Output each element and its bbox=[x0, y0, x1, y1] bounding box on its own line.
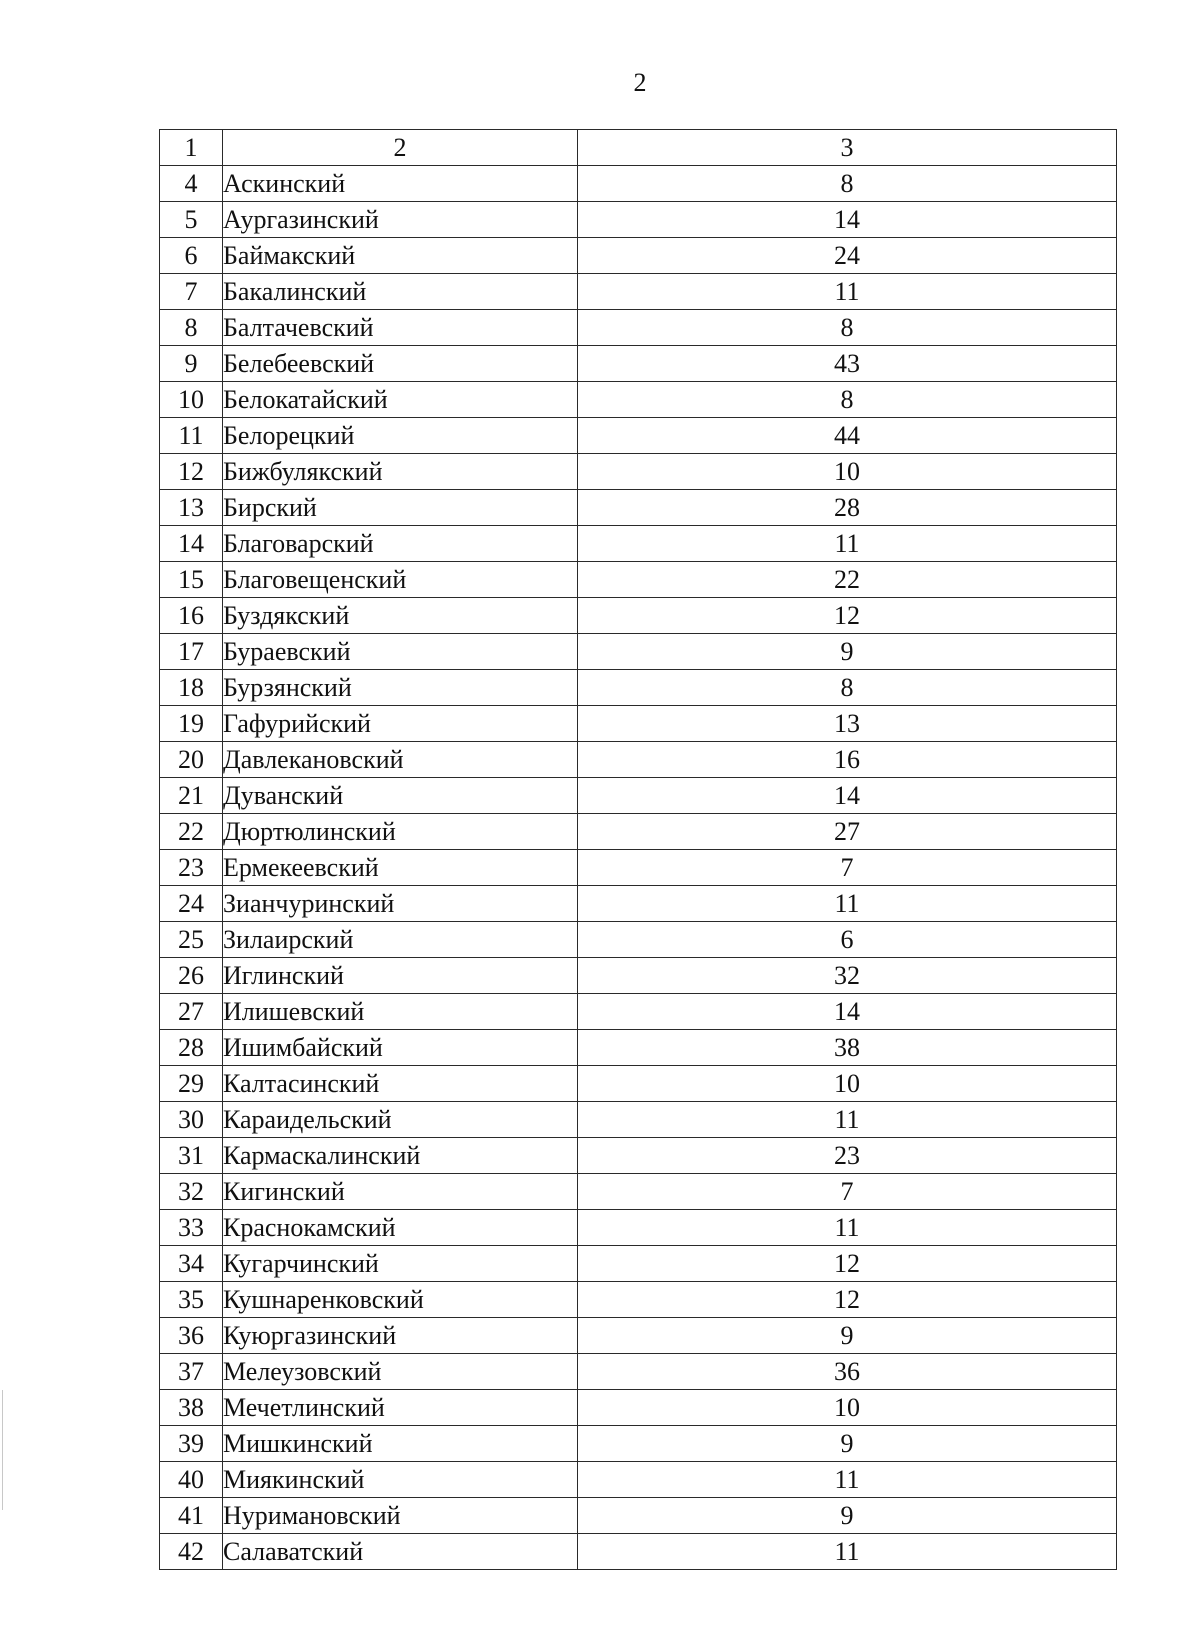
header-cell-name: 2 bbox=[223, 130, 578, 166]
district-name-cell: Ермекеевский bbox=[223, 850, 578, 886]
table-row bbox=[160, 1318, 1117, 1354]
district-name-cell: Караидельский bbox=[223, 1102, 578, 1138]
row-number-cell: 36 bbox=[160, 1318, 223, 1354]
value-cell: 11 bbox=[578, 1534, 1117, 1570]
row-number-cell: 18 bbox=[160, 670, 223, 706]
table-row bbox=[160, 238, 1117, 274]
district-name-cell: Бураевский bbox=[223, 634, 578, 670]
value-cell: 9 bbox=[578, 1318, 1117, 1354]
district-name-cell: Мечетлинский bbox=[223, 1390, 578, 1426]
table-row bbox=[160, 850, 1117, 886]
table-row bbox=[160, 310, 1117, 346]
value-cell: 43 bbox=[578, 346, 1117, 382]
row-number-cell: 31 bbox=[160, 1138, 223, 1174]
header-cell-number: 1 bbox=[160, 130, 223, 166]
row-number-cell: 41 bbox=[160, 1498, 223, 1534]
table-row bbox=[160, 1174, 1117, 1210]
row-number-cell: 29 bbox=[160, 1066, 223, 1102]
district-name-cell: Дуванский bbox=[223, 778, 578, 814]
district-name-cell: Мишкинский bbox=[223, 1426, 578, 1462]
district-name-cell: Илишевский bbox=[223, 994, 578, 1030]
table-row bbox=[160, 1210, 1117, 1246]
row-number-cell: 37 bbox=[160, 1354, 223, 1390]
row-number-cell: 7 bbox=[160, 274, 223, 310]
row-number-cell: 26 bbox=[160, 958, 223, 994]
row-number-cell: 19 bbox=[160, 706, 223, 742]
row-number-cell: 17 bbox=[160, 634, 223, 670]
row-number-cell: 38 bbox=[160, 1390, 223, 1426]
value-cell: 12 bbox=[578, 598, 1117, 634]
district-name-cell: Нуримановский bbox=[223, 1498, 578, 1534]
district-name-cell: Белебеевский bbox=[223, 346, 578, 382]
district-name-cell: Миякинский bbox=[223, 1462, 578, 1498]
district-name-cell: Аскинский bbox=[223, 166, 578, 202]
table-row bbox=[160, 670, 1117, 706]
district-name-cell: Зианчуринский bbox=[223, 886, 578, 922]
district-name-cell: Баймакский bbox=[223, 238, 578, 274]
row-number-cell: 13 bbox=[160, 490, 223, 526]
row-number-cell: 5 bbox=[160, 202, 223, 238]
district-name-cell: Давлекановский bbox=[223, 742, 578, 778]
table-row bbox=[160, 274, 1117, 310]
district-name-cell: Мелеузовский bbox=[223, 1354, 578, 1390]
table-row bbox=[160, 1354, 1117, 1390]
value-cell: 10 bbox=[578, 454, 1117, 490]
table-row bbox=[160, 1390, 1117, 1426]
value-cell: 27 bbox=[578, 814, 1117, 850]
district-name-cell: Иглинский bbox=[223, 958, 578, 994]
value-cell: 9 bbox=[578, 1426, 1117, 1462]
district-name-cell: Бурзянский bbox=[223, 670, 578, 706]
row-number-cell: 9 bbox=[160, 346, 223, 382]
header-cell-value: 3 bbox=[578, 130, 1117, 166]
value-cell: 28 bbox=[578, 490, 1117, 526]
row-number-cell: 24 bbox=[160, 886, 223, 922]
value-cell: 10 bbox=[578, 1066, 1117, 1102]
table-row bbox=[160, 1102, 1117, 1138]
value-cell: 22 bbox=[578, 562, 1117, 598]
district-name-cell: Бижбулякский bbox=[223, 454, 578, 490]
page-number: 2 bbox=[633, 68, 647, 97]
value-cell: 12 bbox=[578, 1282, 1117, 1318]
district-name-cell: Аургазинский bbox=[223, 202, 578, 238]
district-name-cell: Салаватский bbox=[223, 1534, 578, 1570]
value-cell: 9 bbox=[578, 634, 1117, 670]
table-row bbox=[160, 202, 1117, 238]
table-row bbox=[160, 1534, 1117, 1570]
districts-table bbox=[159, 129, 1117, 1570]
value-cell: 8 bbox=[578, 382, 1117, 418]
row-number-cell: 4 bbox=[160, 166, 223, 202]
row-number-cell: 10 bbox=[160, 382, 223, 418]
row-number-cell: 40 bbox=[160, 1462, 223, 1498]
table-row bbox=[160, 454, 1117, 490]
district-name-cell: Бакалинский bbox=[223, 274, 578, 310]
table-row bbox=[160, 742, 1117, 778]
table-row bbox=[160, 166, 1117, 202]
district-name-cell: Буздякский bbox=[223, 598, 578, 634]
row-number-cell: 21 bbox=[160, 778, 223, 814]
row-number-cell: 28 bbox=[160, 1030, 223, 1066]
value-cell: 10 bbox=[578, 1390, 1117, 1426]
district-name-cell: Кушнаренковский bbox=[223, 1282, 578, 1318]
table-row bbox=[160, 778, 1117, 814]
row-number-cell: 14 bbox=[160, 526, 223, 562]
table-row bbox=[160, 634, 1117, 670]
scan-edge-mark bbox=[2, 1390, 3, 1510]
table-row bbox=[160, 418, 1117, 454]
table-row bbox=[160, 526, 1117, 562]
row-number-cell: 12 bbox=[160, 454, 223, 490]
value-cell: 14 bbox=[578, 202, 1117, 238]
value-cell: 14 bbox=[578, 994, 1117, 1030]
value-cell: 11 bbox=[578, 1102, 1117, 1138]
district-name-cell: Зилаирский bbox=[223, 922, 578, 958]
district-name-cell: Балтачевский bbox=[223, 310, 578, 346]
table-row bbox=[160, 958, 1117, 994]
row-number-cell: 30 bbox=[160, 1102, 223, 1138]
table-row bbox=[160, 922, 1117, 958]
district-name-cell: Куюргазинский bbox=[223, 1318, 578, 1354]
district-name-cell: Ишимбайский bbox=[223, 1030, 578, 1066]
table-row bbox=[160, 706, 1117, 742]
value-cell: 8 bbox=[578, 670, 1117, 706]
row-number-cell: 25 bbox=[160, 922, 223, 958]
value-cell: 36 bbox=[578, 1354, 1117, 1390]
district-name-cell: Благовещенский bbox=[223, 562, 578, 598]
value-cell: 9 bbox=[578, 1498, 1117, 1534]
district-name-cell: Бирский bbox=[223, 490, 578, 526]
row-number-cell: 42 bbox=[160, 1534, 223, 1570]
value-cell: 11 bbox=[578, 274, 1117, 310]
district-name-cell: Белорецкий bbox=[223, 418, 578, 454]
value-cell: 24 bbox=[578, 238, 1117, 274]
district-name-cell: Кигинский bbox=[223, 1174, 578, 1210]
district-name-cell: Кугарчинский bbox=[223, 1246, 578, 1282]
table-row bbox=[160, 1066, 1117, 1102]
table-row bbox=[160, 886, 1117, 922]
table-row bbox=[160, 490, 1117, 526]
value-cell: 14 bbox=[578, 778, 1117, 814]
table-row bbox=[160, 814, 1117, 850]
row-number-cell: 15 bbox=[160, 562, 223, 598]
table-row bbox=[160, 994, 1117, 1030]
district-name-cell: Гафурийский bbox=[223, 706, 578, 742]
table-row bbox=[160, 1246, 1117, 1282]
table-row bbox=[160, 1138, 1117, 1174]
row-number-cell: 23 bbox=[160, 850, 223, 886]
row-number-cell: 27 bbox=[160, 994, 223, 1030]
row-number-cell: 33 bbox=[160, 1210, 223, 1246]
district-name-cell: Калтасинский bbox=[223, 1066, 578, 1102]
value-cell: 8 bbox=[578, 166, 1117, 202]
row-number-cell: 6 bbox=[160, 238, 223, 274]
district-name-cell: Дюртюлинский bbox=[223, 814, 578, 850]
value-cell: 16 bbox=[578, 742, 1117, 778]
value-cell: 11 bbox=[578, 1462, 1117, 1498]
row-number-cell: 34 bbox=[160, 1246, 223, 1282]
value-cell: 44 bbox=[578, 418, 1117, 454]
value-cell: 13 bbox=[578, 706, 1117, 742]
value-cell: 38 bbox=[578, 1030, 1117, 1066]
district-name-cell: Краснокамский bbox=[223, 1210, 578, 1246]
row-number-cell: 8 bbox=[160, 310, 223, 346]
row-number-cell: 22 bbox=[160, 814, 223, 850]
row-number-cell: 20 bbox=[160, 742, 223, 778]
value-cell: 11 bbox=[578, 1210, 1117, 1246]
district-name-cell: Белокатайский bbox=[223, 382, 578, 418]
row-number-cell: 11 bbox=[160, 418, 223, 454]
value-cell: 7 bbox=[578, 1174, 1117, 1210]
value-cell: 8 bbox=[578, 310, 1117, 346]
district-name-cell: Благоварский bbox=[223, 526, 578, 562]
table-row bbox=[160, 1426, 1117, 1462]
row-number-cell: 39 bbox=[160, 1426, 223, 1462]
value-cell: 12 bbox=[578, 1246, 1117, 1282]
value-cell: 7 bbox=[578, 850, 1117, 886]
table-row bbox=[160, 346, 1117, 382]
row-number-cell: 16 bbox=[160, 598, 223, 634]
row-number-cell: 32 bbox=[160, 1174, 223, 1210]
value-cell: 6 bbox=[578, 922, 1117, 958]
table-row bbox=[160, 598, 1117, 634]
table-header-row bbox=[160, 130, 1117, 166]
table-row bbox=[160, 562, 1117, 598]
table-row bbox=[160, 1282, 1117, 1318]
row-number-cell: 35 bbox=[160, 1282, 223, 1318]
table-row bbox=[160, 1498, 1117, 1534]
value-cell: 23 bbox=[578, 1138, 1117, 1174]
value-cell: 32 bbox=[578, 958, 1117, 994]
district-name-cell: Кармаскалинский bbox=[223, 1138, 578, 1174]
table-row bbox=[160, 1030, 1117, 1066]
table-row bbox=[160, 1462, 1117, 1498]
value-cell: 11 bbox=[578, 886, 1117, 922]
table-row bbox=[160, 382, 1117, 418]
table-body bbox=[160, 130, 1117, 1570]
value-cell: 11 bbox=[578, 526, 1117, 562]
